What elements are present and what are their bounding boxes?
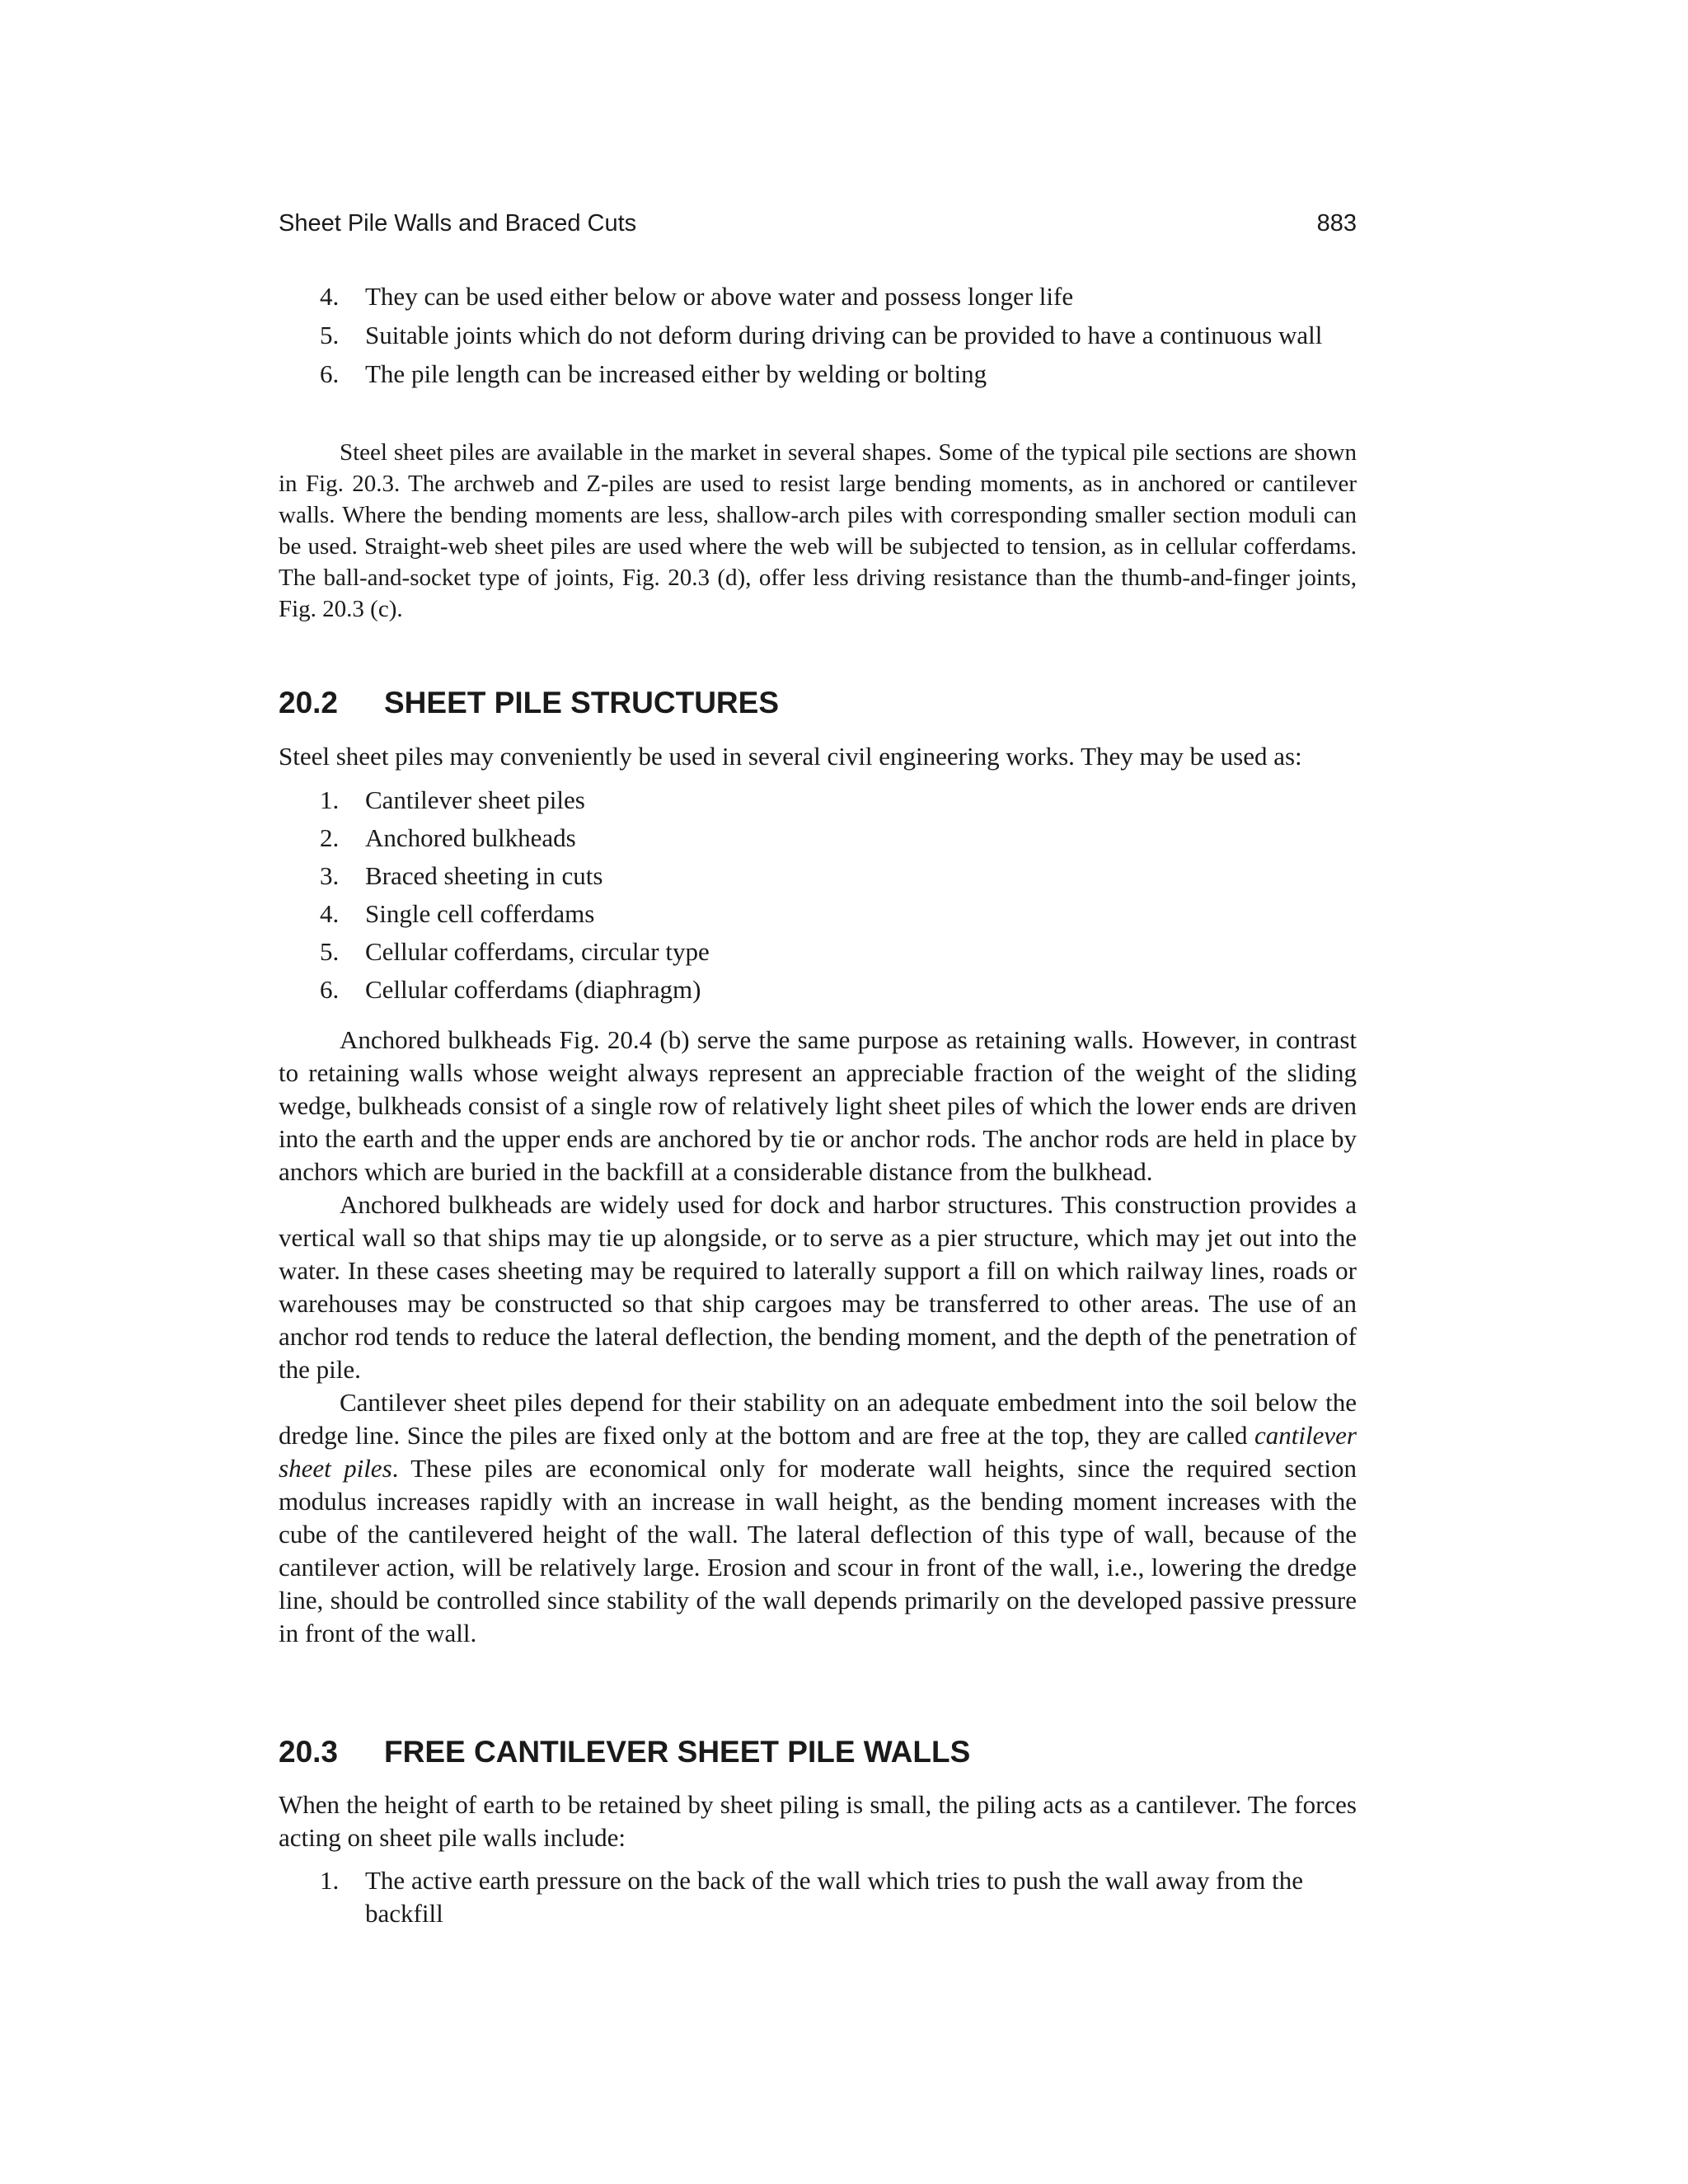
section-intro: When the height of earth to be retained by sheet piling is small, the piling acts as a cantilever. The forces acting on sheet pile walls include: xyxy=(279,1790,1357,1852)
section-20-2-paragraphs xyxy=(279,1024,1357,1650)
paragraph-anchored-uses: Anchored bulkheads are widely used for dock and harbor structures. This construction provides a vertical wall so that ships may tie up alongside, or to serve as a pier structure, which may jet out into the water. In these cases sheeting may be required to laterally support a fill on which railway lines, roads or warehouses may be constructed so that ship cargoes may be transferred to other areas. The use of an anchor rod tends to reduce the lateral deflection, the bending moment, and the depth of the penetration of the pile. xyxy=(279,1190,1357,1384)
list-item: 1. Cantilever sheet piles xyxy=(320,785,585,814)
structure-list xyxy=(279,781,1357,1009)
list-item: 5. Cellular cofferdams, circular type xyxy=(320,937,710,966)
list-item: 6. The pile length can be increased either by welding or bolting xyxy=(320,359,987,388)
paragraph-sheet-pile-shapes: Steel sheet piles are available in the market in several shapes. Some of the typical pile sections are shown in Fig. 20.3. The archweb and Z-piles are used to resist large bending moments, as in anchored or cantilever walls. Where the bending moments are less, shallow-arch piles with corresponding smaller section moduli can be used. Straight-web sheet piles are used where the web will be subjected to tension, as in cellular cofferdams. The ball-and-socket type of joints, Fig. 20.3 (d), offer less driving resistance than the thumb-and-finger joints, Fig. 20.3 (c). xyxy=(279,439,1357,622)
list-item: 4. They can be used either below or above water and possess longer life xyxy=(320,282,1074,311)
forces-list xyxy=(279,1864,1357,1930)
running-header xyxy=(279,210,1357,243)
list-item: 5. Suitable joints which do not deform during driving can be provided to have a continuous wall xyxy=(320,321,1323,349)
list-item: 3. Braced sheeting in cuts xyxy=(320,861,603,890)
running-title: Sheet Pile Walls and Braced Cuts xyxy=(279,210,637,237)
list-item: 6. Cellular cofferdams (diaphragm) xyxy=(320,975,701,1004)
paragraph-anchored-bulkheads: Anchored bulkheads Fig. 20.4 (b) serve the same purpose as retaining walls. However, in contrast to retaining walls whose weight always represent an appreciable fraction of the weight of the sliding wedge, bulkheads consist of a single row of relatively light sheet piles of which the lower ends are driven into the earth and the upper ends are anchored by tie or anchor rods. The anchor rods are held in place by anchors which are buried in the backfill at a considerable distance from the bulkhead. xyxy=(279,1025,1357,1186)
paragraph-cantilever-sheet-piles: Cantilever sheet piles depend for their stability on an adequate embedment into the soil below the dredge line. Since the piles are fixed only at the bottom and are free at the top, they are called cantilever sheet piles. These piles are economical only for moderate wall heights, since the required section modulus increases rapidly with an increase in wall height, as the bending moment increases with the cube of the cantilevered height of the wall. The lateral deflection of this type of wall, because of the cantilever action, will be relatively large. Erosion and scour in front of the wall, i.e., lowering the dredge line, should be controlled since stability of the wall depends primarily on the developed passive pressure in front of the wall. xyxy=(279,1388,1357,1647)
page-number: 883 xyxy=(1316,210,1357,237)
section-20-2-body xyxy=(279,740,1357,1009)
continued-list xyxy=(279,280,1357,391)
section-heading-20-2: 20.2 SHEET PILE STRUCTURES xyxy=(279,686,779,719)
list-item: 4. Single cell cofferdams xyxy=(320,899,595,928)
list-item: 2. Anchored bulkheads xyxy=(320,823,576,852)
section-20-3-body xyxy=(279,1788,1357,1930)
list-item: 1. The active earth pressure on the back of the wall which tries to push the wall away from the backfill xyxy=(320,1866,1303,1928)
section-intro: Steel sheet piles may conveniently be used in several civil engineering works. They may be used as: xyxy=(279,742,1302,771)
section-heading-20-3: 20.3 FREE CANTILEVER SHEET PILE WALLS xyxy=(279,1735,971,1769)
